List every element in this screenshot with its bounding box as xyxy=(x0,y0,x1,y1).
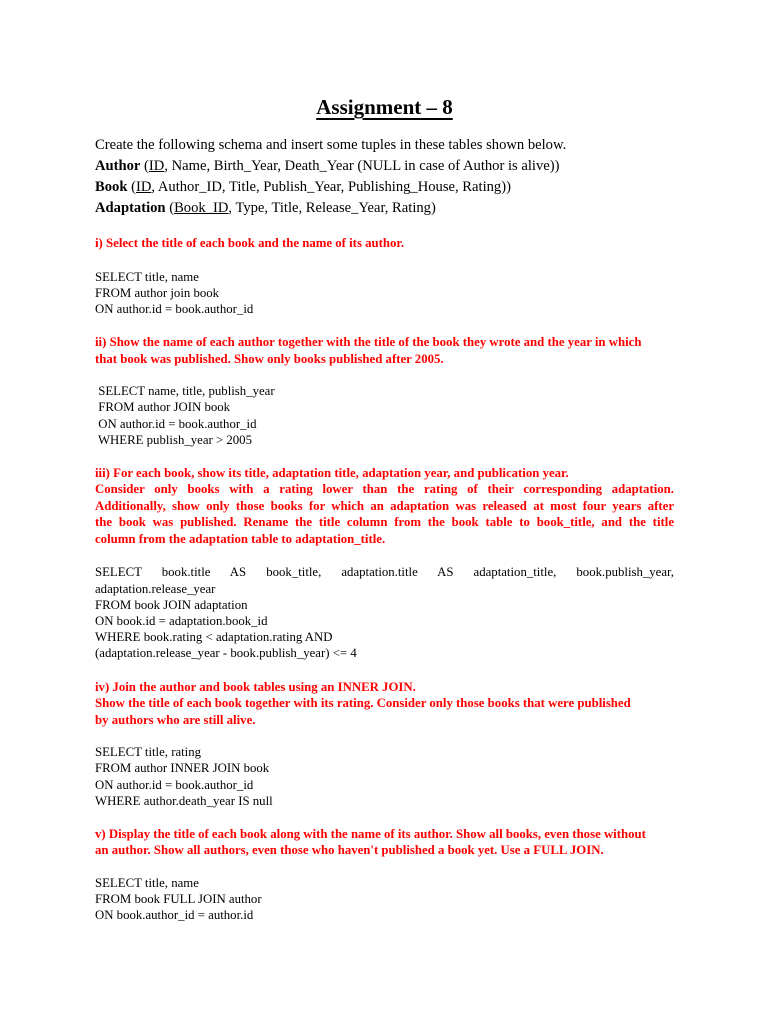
sql-line: SELECT title, name xyxy=(95,875,199,890)
question-text-line: column from the adaptation table to adaptation_title. xyxy=(95,531,386,546)
book-schema xyxy=(95,177,674,198)
question-text-line: an author. Show all authors, even those who haven't published a book yet. Use a FULL JOIN. xyxy=(95,843,604,858)
adaptation-key: Book_ID xyxy=(174,200,229,216)
sql-answer-5 xyxy=(95,875,674,924)
question-text-line: iii) For each book, show its title, adaptation title, adaptation year, and publication year. xyxy=(95,465,569,480)
sql-line: ON book.id = adaptation.book_id xyxy=(95,614,268,629)
question-text-line: the book was published. Rename the title column from the book table to book_title, and the title xyxy=(95,515,674,530)
author-table-name: Author xyxy=(95,158,141,174)
adaptation-table-name: Adaptation xyxy=(95,200,166,216)
question-text-line: v) Display the title of each book along with the name of its author. Show all books, even those without xyxy=(95,826,646,841)
sql-line: WHERE publish_year > 2005 xyxy=(95,432,252,447)
sql-line: WHERE book.rating < adaptation.rating AND xyxy=(95,630,333,645)
adaptation-schema xyxy=(95,198,674,219)
sql-line: (adaptation.release_year - book.publish_year) <= 4 xyxy=(95,646,357,661)
author-schema xyxy=(95,156,674,177)
sql-line: ON author.id = book.author_id xyxy=(95,301,254,316)
question-text-line: iv) Join the author and book tables using an INNER JOIN. xyxy=(95,679,416,694)
question-text-line: Consider only books with a rating lower than the rating of their corresponding adaptation. xyxy=(95,482,674,497)
book-schema-rest: , Author_ID, Title, Publish_Year, Publishing_House, Rating)) xyxy=(151,179,511,195)
sql-line: ON author.id = book.author_id xyxy=(95,777,254,792)
adaptation-schema-open: ( xyxy=(165,200,175,216)
question-4 xyxy=(95,679,674,729)
sql-answer-4 xyxy=(95,744,674,809)
sql-line: SELECT title, name xyxy=(95,269,199,284)
question-text-line: that book was published. Show only books published after 2005. xyxy=(95,351,444,366)
sql-line: SELECT book.title AS book_title, adaptation.title AS adaptation_title, book.publish_year, xyxy=(95,565,674,580)
intro-text: Create the following schema and insert some tuples in these tables shown below. xyxy=(95,137,567,153)
question-text-line: by authors who are still alive. xyxy=(95,712,256,727)
question-text-line: Additionally, show only those books for which an adaptation was released at most four years after xyxy=(95,498,674,513)
author-key: ID xyxy=(148,158,165,174)
book-table-name: Book xyxy=(95,179,128,195)
sql-line: SELECT name, title, publish_year xyxy=(95,384,275,399)
question-text-line: i) Select the title of each book and the name of its author. xyxy=(95,236,405,250)
sql-line: FROM author JOIN book xyxy=(95,400,231,415)
author-schema-rest: , Name, Birth_Year, Death_Year (NULL in case of Author is alive)) xyxy=(164,158,560,174)
book-schema-open: ( xyxy=(127,179,136,195)
book-key: ID xyxy=(135,179,152,195)
sql-line: FROM book JOIN adaptation xyxy=(95,597,248,612)
sql-line: ON author.id = book.author_id xyxy=(95,416,257,431)
adaptation-schema-rest: , Type, Title, Release_Year, Rating) xyxy=(228,200,436,216)
sql-line: adaptation.release_year xyxy=(95,581,216,596)
question-text-line: ii) Show the name of each author together with the title of the book they wrote and the year in which xyxy=(95,335,642,350)
question-1 xyxy=(95,235,674,252)
sql-line: WHERE author.death_year IS null xyxy=(95,793,273,808)
question-5 xyxy=(95,826,674,859)
sql-line: SELECT title, rating xyxy=(95,745,202,760)
author-schema-open: ( xyxy=(140,158,149,174)
sql-answer-2 xyxy=(95,383,674,448)
sql-line: ON book.author_id = author.id xyxy=(95,908,254,923)
page-title: Assignment – 8 xyxy=(316,95,453,119)
sql-line: FROM author join book xyxy=(95,285,220,300)
question-text-line: Show the title of each book together with its rating. Consider only those books that were published xyxy=(95,696,631,711)
sql-answer-1 xyxy=(95,269,674,318)
sql-line: FROM author INNER JOIN book xyxy=(95,761,270,776)
question-2 xyxy=(95,334,674,367)
question-3 xyxy=(95,465,674,548)
sql-answer-3 xyxy=(95,564,674,661)
schema-intro xyxy=(95,135,674,219)
sql-line: FROM book FULL JOIN author xyxy=(95,892,262,907)
